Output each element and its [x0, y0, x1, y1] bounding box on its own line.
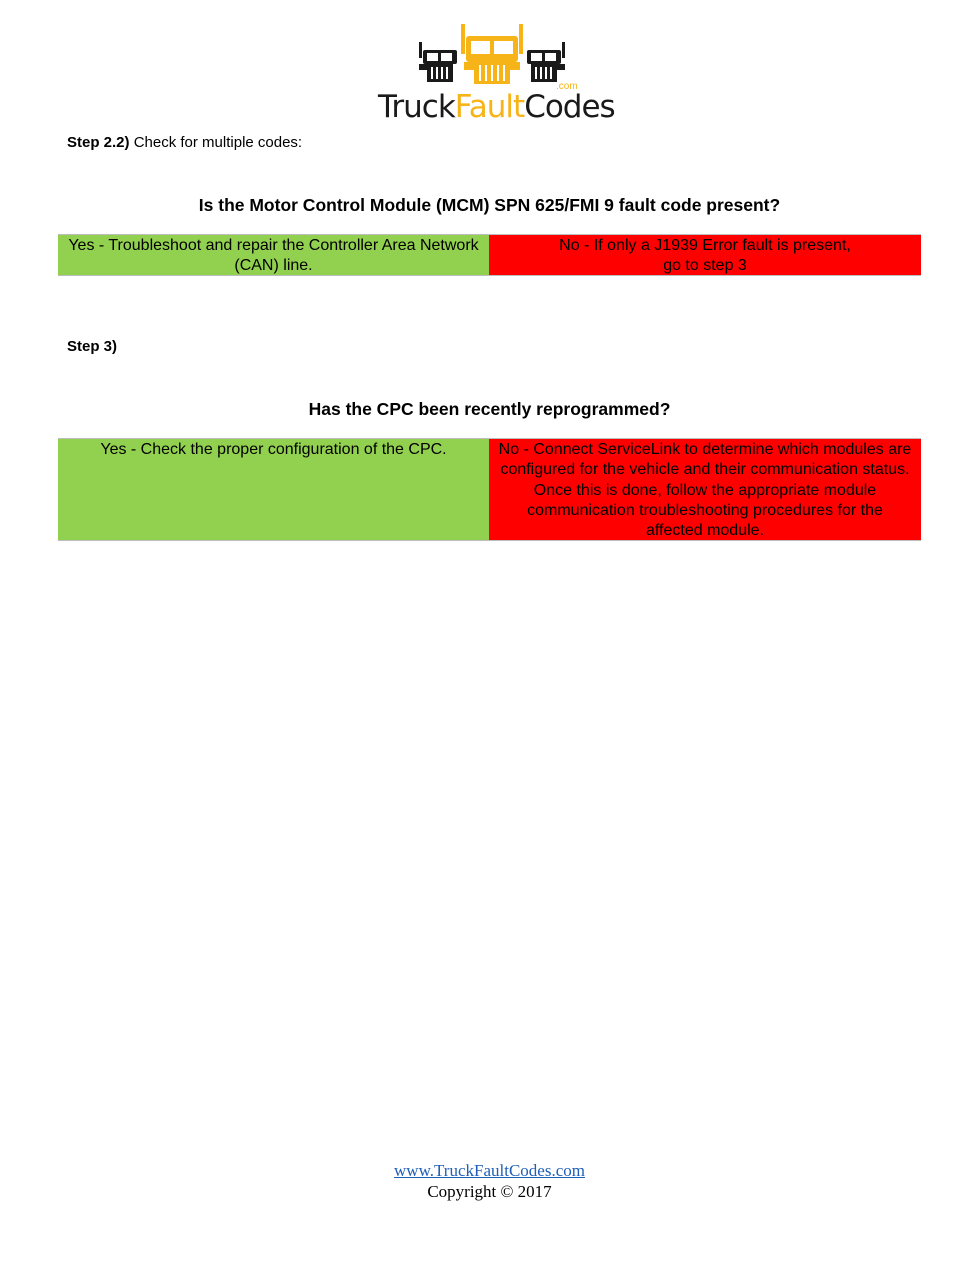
logo-word-truck: Truck	[378, 89, 455, 125]
no-cell-2	[489, 439, 921, 540]
logo-word-codes: Codes	[524, 89, 615, 125]
no-answer-1-line-2: go to step 3	[663, 257, 747, 275]
decision-table-1	[58, 235, 921, 275]
step-3-line	[67, 338, 117, 356]
yes-cell-2	[58, 439, 489, 540]
no-answer-1-line-1: No - If only a J1939 Error fault is present,	[559, 237, 851, 254]
truckfaultcodes-logo	[378, 20, 615, 128]
decision-table-2	[58, 439, 921, 540]
yes-answer-1: Yes - Troubleshoot and repair the Controller Area Network (CAN) line.	[68, 237, 479, 275]
question-mcm-fault: Is the Motor Control Module (MCM) SPN 625/FMI 9 fault code present?	[198, 195, 781, 215]
copyright-text: Copyright © 2017	[427, 1182, 552, 1201]
yes-answer-2: Yes - Check the proper configuration of the CPC.	[100, 441, 447, 458]
logo-word-fault: Fault	[454, 89, 525, 125]
table-2-bottom-border	[58, 540, 921, 541]
step-3-label: Step 3)	[67, 338, 118, 355]
step-2-2-text: Check for multiple codes:	[129, 134, 303, 151]
truck-icon	[378, 20, 602, 88]
no-cell-1	[489, 235, 921, 275]
yes-cell-1	[58, 235, 489, 275]
logo-wordmark	[378, 88, 615, 126]
no-answer-2: No - Connect ServiceLink to determine which modules are configured for the vehicle and their communication status. Once this is done, follow the appropriate module communication troubleshooting procedures for the affected module.	[498, 441, 912, 540]
step-2-2-label: Step 2.2)	[67, 134, 130, 151]
website-link[interactable]: www.TruckFaultCodes.com	[394, 1161, 585, 1180]
question-cpc-reprogrammed: Has the CPC been recently reprogrammed?	[308, 399, 671, 419]
table-1-bottom-border	[58, 275, 921, 276]
logo-com-suffix: .com	[556, 81, 578, 92]
footer-link-line	[0, 1160, 979, 1181]
step-2-2-line	[67, 134, 302, 152]
